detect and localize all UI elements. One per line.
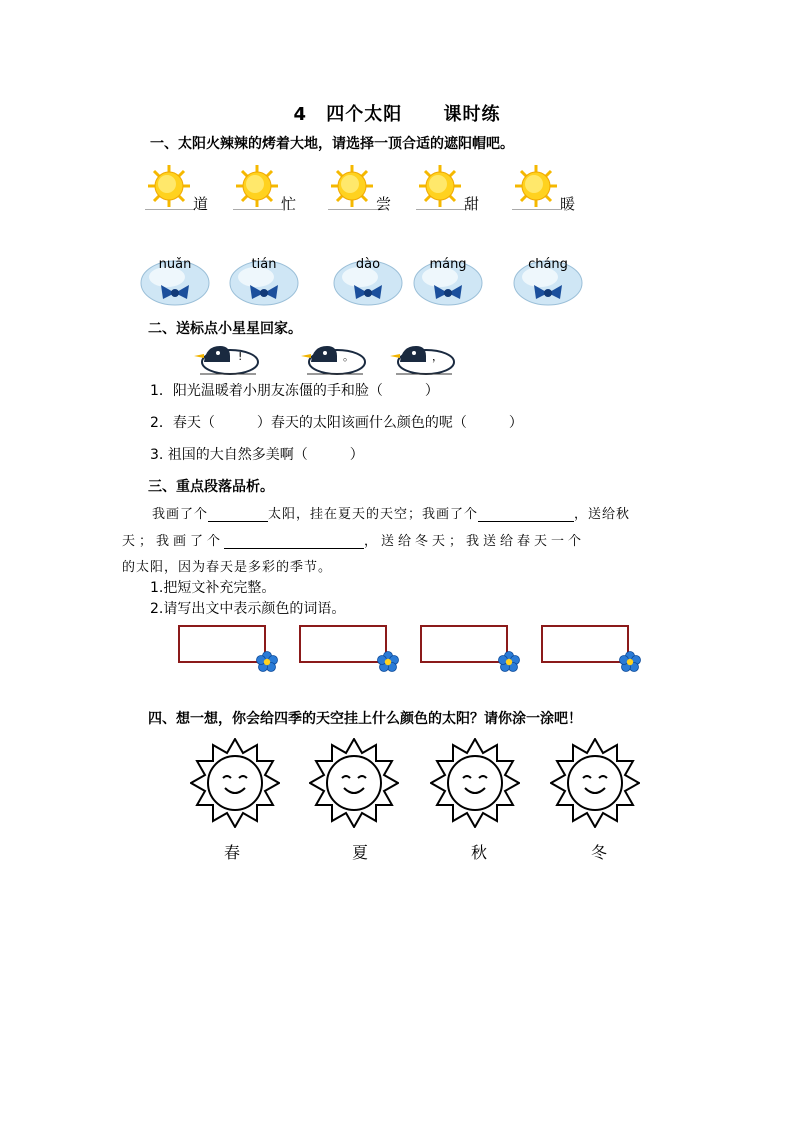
blank[interactable] — [224, 536, 364, 549]
section3-q1: 1.把短文补充完整。 — [150, 580, 276, 596]
smiling-sun-icon — [190, 738, 280, 828]
sun-word-4 — [416, 163, 496, 213]
sun-word-2 — [233, 163, 313, 213]
sun-icon — [328, 163, 376, 209]
section4-heading: 四、想一想，你会给四季的天空挂上什么颜色的太阳？请你涂一涂吧！ — [148, 711, 582, 727]
season-spring: 春 — [224, 843, 241, 862]
hat-1 — [137, 255, 213, 307]
sun-icon — [233, 163, 281, 209]
coloring-sun-3[interactable] — [430, 738, 520, 828]
section3-heading: 三、重点段落品析。 — [148, 479, 274, 495]
answer-box-2[interactable] — [299, 625, 387, 663]
sun-icon — [145, 163, 193, 209]
sun-word-3 — [328, 163, 408, 213]
hat-3 — [330, 255, 406, 307]
section2-q3: 3. 祖国的大自然多美啊（ ） — [150, 447, 364, 463]
word-char: 道 — [193, 195, 209, 213]
punct-mark: 。 — [343, 350, 354, 363]
flower-icon — [377, 651, 399, 673]
coloring-sun-1[interactable] — [190, 738, 280, 828]
pinyin: dào — [355, 257, 381, 272]
penguin-icon — [297, 340, 369, 376]
hat-2 — [226, 255, 302, 307]
para-text: 我画了个 — [152, 507, 209, 522]
word-char: 忙 — [281, 195, 297, 213]
section2-heading: 二、送标点小星星回家。 — [148, 321, 302, 337]
season-autumn: 秋 — [471, 843, 488, 862]
answer-box-1[interactable] — [178, 625, 266, 663]
punct-mark: ， — [432, 350, 443, 363]
word-char: 尝 — [376, 195, 392, 213]
word-char: 甜 — [464, 195, 480, 213]
sun-word-1 — [145, 163, 225, 213]
page-title — [0, 100, 794, 126]
penguin-icon — [190, 340, 262, 376]
sun-icon — [416, 163, 464, 209]
paragraph-line-1 — [152, 503, 680, 522]
penguin-star-3 — [386, 340, 458, 376]
penguin-icon — [386, 340, 458, 376]
season-summer: 夏 — [352, 843, 369, 862]
section2-q2: 2．春天（ ）春天的太阳该画什么颜色的呢（ ） — [150, 415, 523, 431]
flower-icon — [498, 651, 520, 673]
pinyin: tián — [251, 257, 277, 272]
para-text: ，送给秋 — [574, 507, 631, 522]
sun-icon — [512, 163, 560, 209]
coloring-sun-4[interactable] — [550, 738, 640, 828]
lesson-number: 4 — [293, 104, 307, 125]
answer-box-4[interactable] — [541, 625, 629, 663]
section1-heading: 一、太阳火辣辣的烤着大地，请选择一顶合适的遮阳帽吧。 — [150, 136, 514, 152]
sun-word-5 — [512, 163, 592, 213]
para-text: ，送给冬天；我送给春天一个 — [364, 534, 586, 549]
section3-q2: 2.请写出文中表示颜色的词语。 — [150, 601, 346, 617]
section2-q1: 1．阳光温暖着小朋友冻僵的手和脸（ ） — [150, 383, 439, 399]
coloring-sun-2[interactable] — [309, 738, 399, 828]
flower-icon — [256, 651, 278, 673]
pinyin: nuǎn — [158, 257, 192, 272]
paragraph-line-3: 的太阳，因为春天是多彩的季节。 — [122, 560, 333, 575]
smiling-sun-icon — [430, 738, 520, 828]
smiling-sun-icon — [309, 738, 399, 828]
hat-5 — [510, 255, 586, 307]
flower-icon — [619, 651, 641, 673]
season-winter: 冬 — [591, 843, 608, 862]
penguin-star-1 — [190, 340, 262, 376]
pinyin: cháng — [528, 257, 568, 272]
penguin-star-2 — [297, 340, 369, 376]
lesson-name: 四个太阳 — [326, 104, 403, 125]
smiling-sun-icon — [550, 738, 640, 828]
blank[interactable] — [208, 509, 268, 522]
word-char: 暖 — [560, 195, 576, 213]
answer-box-3[interactable] — [420, 625, 508, 663]
punct-mark: ! — [238, 350, 243, 363]
para-text: 太阳，挂在夏天的天空；我画了个 — [268, 507, 479, 522]
lesson-type: 课时练 — [443, 104, 501, 125]
pinyin: máng — [429, 257, 467, 272]
paragraph-line-2 — [122, 530, 682, 549]
blank[interactable] — [478, 509, 574, 522]
hat-4 — [410, 255, 486, 307]
para-text: 天；我画了个 — [122, 534, 225, 549]
